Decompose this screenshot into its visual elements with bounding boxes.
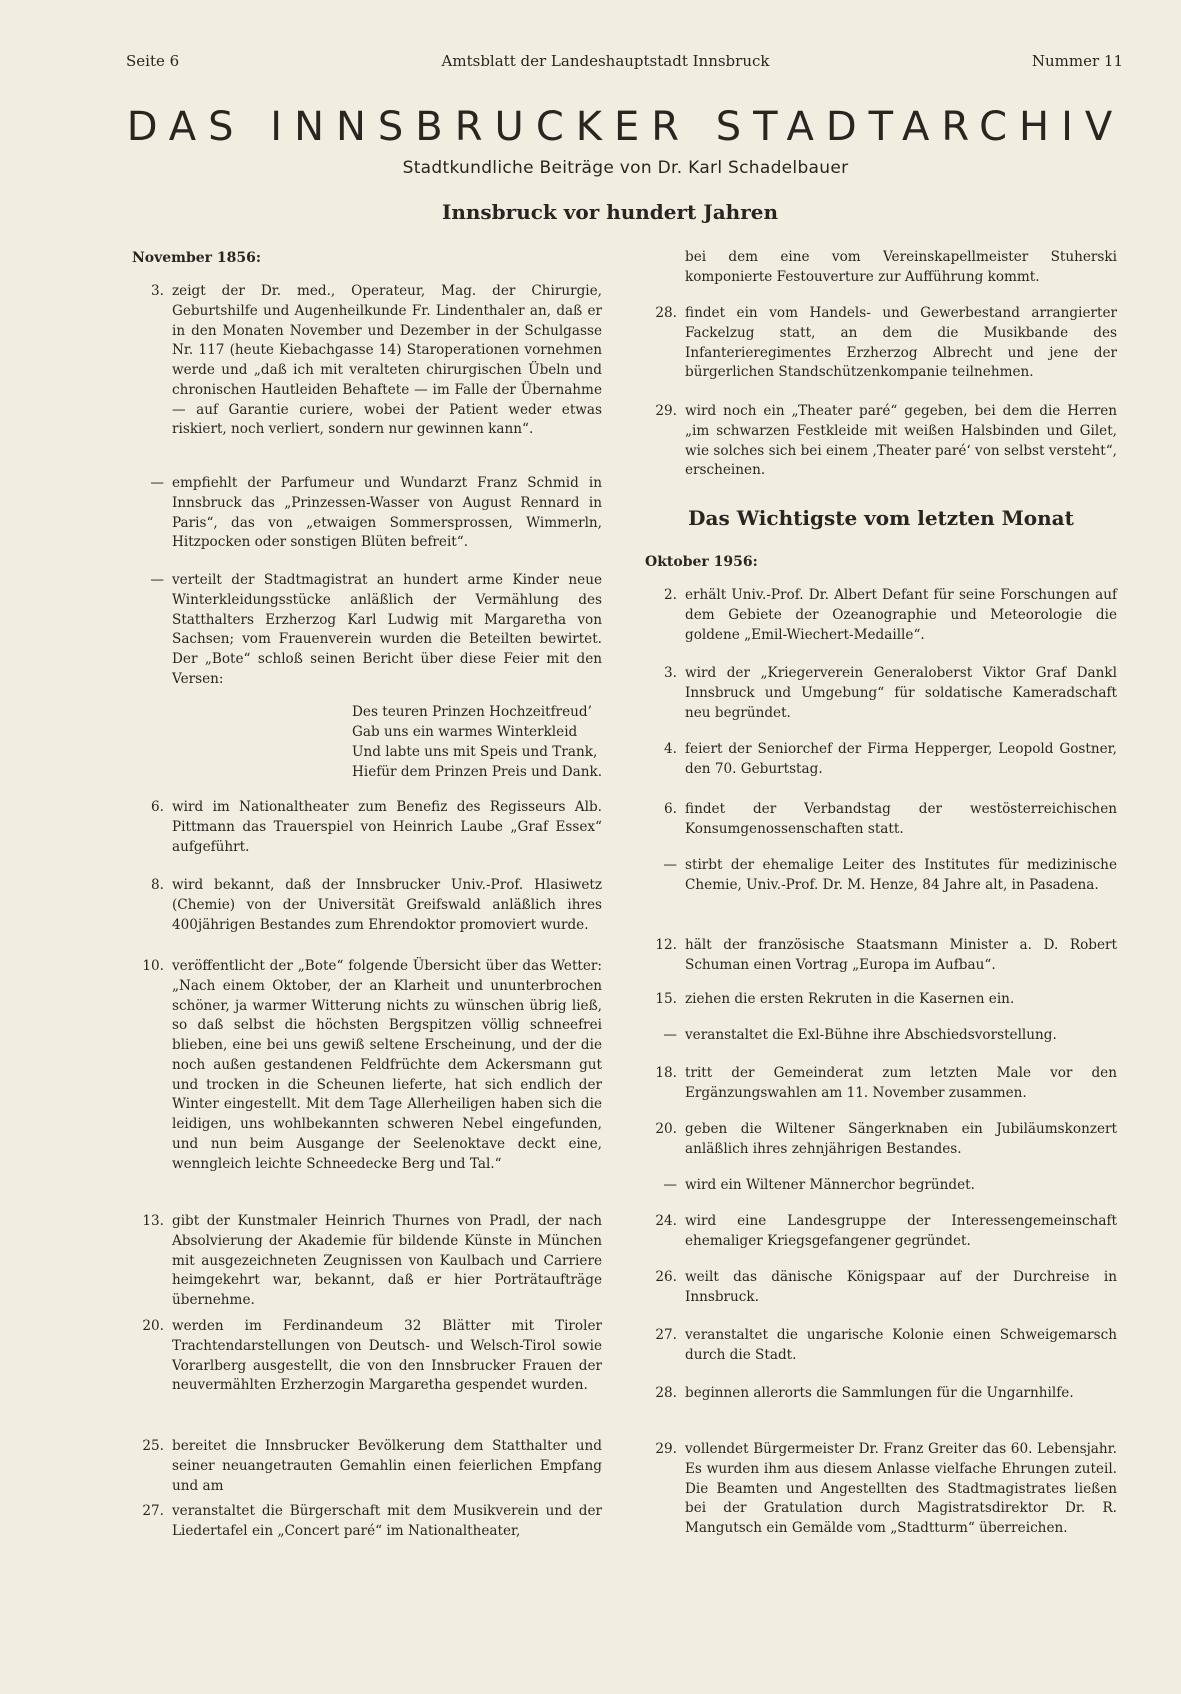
list-item: [645, 402, 1117, 481]
entry-text: wird ein Wiltener Männerchor begründet.: [685, 1177, 975, 1193]
list-item: [132, 876, 602, 935]
entry-day: 13.: [142, 1213, 164, 1229]
list-item: [645, 1212, 1117, 1252]
list-item: [645, 1384, 1117, 1404]
entry-text: feiert der Seniorchef der Firma Hepperger, Leopold Gostner, den 70. Geburtstag.: [685, 741, 1117, 777]
list-item: [645, 990, 1117, 1010]
entry-text: bei dem eine vom Vereinskapellmeister Stuherski komponierte Festouverture zur Aufführung kommt.: [685, 249, 1117, 285]
list-item: [132, 1212, 602, 1311]
list-item: [645, 1326, 1117, 1366]
list-item: [132, 798, 602, 857]
entry-text: gibt der Kunstmaler Heinrich Thurnes von Pradl, der nach Absolvierung der Akademie für bildende Künste in München mit ausgezeichneten Zeugnissen von Kaulbach und Carriere heimgekehrt war, bekannt, daß er hier Porträtaufträge übernehme.: [172, 1213, 602, 1309]
list-item: [132, 282, 602, 440]
entry-text: wird eine Landesgruppe der Interessengemeinschaft ehemaliger Kriegsgefangener gegründet.: [685, 1213, 1117, 1249]
entry-day: 29.: [655, 1441, 677, 1457]
entry-text: ziehen die ersten Rekruten in die Kasernen ein.: [685, 991, 1015, 1007]
entry-text: tritt der Gemeinderat zum letzten Male vor den Ergänzungswahlen am 11. November zusammen.: [685, 1065, 1117, 1101]
entry-day: 27.: [655, 1327, 677, 1343]
entry-day: 4.: [664, 741, 677, 757]
entry-text: weilt das dänische Königspaar auf der Durchreise in Innsbruck.: [685, 1269, 1117, 1305]
list-item: [645, 1026, 1117, 1046]
entry-day: 3.: [151, 283, 164, 299]
entry-day: 20.: [655, 1121, 677, 1137]
entry-text: stirbt der ehemalige Leiter des Institutes für medizinische Chemie, Univ.-Prof. Dr. M. Henze, 84 Jahre alt, in Pasadena.: [685, 857, 1117, 893]
entry-day: 12.: [655, 937, 677, 953]
entry-day: 26.: [655, 1269, 677, 1285]
section1-month: November 1856:: [132, 250, 262, 266]
section2-month: Oktober 1956:: [645, 554, 758, 570]
entry-text: veranstaltet die ungarische Kolonie einen Schweigemarsch durch die Stadt.: [685, 1327, 1117, 1363]
entry-text: veranstaltet die Bürgerschaft mit dem Musikverein und der Liedertafel ein „Concert paré“ im Nationaltheater,: [172, 1503, 602, 1539]
list-item: [645, 740, 1117, 780]
entry-day: 2.: [664, 587, 677, 603]
list-item: [132, 957, 602, 1174]
verse-line: Gab uns ein warmes Winterkleid: [352, 724, 578, 741]
list-item: [645, 1120, 1117, 1160]
entry-text: empfiehlt der Parfumeur und Wundarzt Franz Schmid in Innsbruck das „Prinzessen-Wasser von August Rennard in Paris“, das von „etwaigen Sommersprossen, Wimmerln, Hitzpocken oder sonstigen Blüten befreit“.: [172, 475, 602, 551]
list-item: [645, 304, 1117, 383]
entry-text: werden im Ferdinandeum 32 Blätter mit Tiroler Trachtendarstellungen von Deutsch- und Welsch-Tirol sowie Vorarlberg ausgestellt, die von den Innsbrucker Frauen der neuvermählten Erzherzogin Margaretha gespendet wurden.: [172, 1318, 602, 1394]
entry-day: —: [150, 475, 164, 491]
list-item: [132, 1502, 602, 1542]
page-title: DAS INNSBRUCKER STADTARCHIV: [126, 104, 1125, 150]
entry-text: hält der französische Staatsmann Minister a. D. Robert Schuman einen Vortrag „Europa im Aufbau“.: [685, 937, 1117, 973]
entry-day: —: [150, 572, 164, 588]
list-item: [132, 1437, 602, 1496]
entry-day: —: [663, 1177, 677, 1193]
entry-day: 3.: [664, 665, 677, 681]
publication-name: Amtsblatt der Landeshauptstadt Innsbruck: [441, 52, 770, 70]
entry-day: 6.: [664, 801, 677, 817]
verse-line: Hiefür dem Prinzen Preis und Dank.: [352, 764, 603, 781]
entry-text: verteilt der Stadtmagistrat an hundert arme Kinder neue Winterkleidungsstücke anläßlich der Vermählung des Statthalters Erzherzog Karl Ludwig mit Margaretha von Sachsen; vom Frauenverein wurden die Beteilten bewirtet. Der „Bote“ schloß seinen Bericht über diese Feier mit den Versen:: [172, 572, 602, 687]
entry-text: veranstaltet die Exl-Bühne ihre Abschiedsvorstellung.: [685, 1027, 1057, 1043]
list-item: [645, 586, 1117, 645]
list-item: [645, 1440, 1117, 1539]
verse-line: Des teuren Prinzen Hochzeitfreud’: [352, 704, 592, 720]
entry-text: zeigt der Dr. med., Operateur, Mag. der Chirurgie, Geburtshilfe und Augenheilkunde Fr. Lindenthaler an, daß er in den Monaten November und Dezember in der Schulgasse Nr. 117 (heute Kiebachgasse 14) Staroperationen vornehmen werde und „daß ich mit veralteten chirurgischen Übeln und chronischen Hautleiden Behaftete — im Falle der Übernahme — auf Garantie curiere, wobei der Patient weder etwas riskiert, noch verliert, sondern nur gewinnen kann“.: [172, 283, 602, 438]
list-item: [132, 474, 602, 553]
entry-text: bereitet die Innsbrucker Bevölkerung dem Statthalter und seiner neuangetrauten Gemahlin einen feierlichen Empfang und am: [172, 1438, 602, 1494]
entry-day: —: [663, 857, 677, 873]
page-header: [126, 52, 1123, 74]
issue-number: Nummer 11: [1031, 52, 1123, 70]
list-item: [645, 936, 1117, 976]
section2-heading: Das Wichtigste vom letzten Monat: [688, 506, 1074, 530]
entry-day: 20.: [142, 1318, 164, 1334]
entry-text: beginnen allerorts die Sammlungen für die Ungarnhilfe.: [685, 1385, 1074, 1401]
entry-day: 6.: [151, 799, 164, 815]
entry-text: wird bekannt, daß der Innsbrucker Univ.-Prof. Hlasiwetz (Chemie) von der Universität Greifswald anläßlich ihres 400jährigen Bestandes zum Ehrendoktor promoviert wurde.: [172, 877, 602, 933]
entry-text: wird der „Kriegerverein Generaloberst Viktor Graf Dankl Innsbruck und Umgebung“ für soldatische Kameradschaft neu begründet.: [685, 665, 1117, 721]
list-item: [132, 1317, 602, 1396]
entry-day: 29.: [655, 403, 677, 419]
entry-text: wird noch ein „Theater paré“ gegeben, bei dem die Herren „im schwarzen Festkleide mit weißen Halsbinden und Gilet, wie solches sich bei einem ‚Theater paré‘ von selbst versteht“, erscheinen.: [685, 403, 1117, 479]
section1-heading: Innsbruck vor hundert Jahren: [441, 200, 779, 224]
entry-day: —: [663, 1027, 677, 1043]
list-item: [645, 248, 1117, 288]
list-item: [132, 571, 602, 690]
entry-text: wird im Nationaltheater zum Benefiz des Regisseurs Alb. Pittmann das Trauerspiel von Heinrich Laube „Graf Essex“ aufgeführt.: [172, 799, 602, 855]
list-item: [645, 1064, 1117, 1104]
entry-day: 24.: [655, 1213, 677, 1229]
entry-day: 18.: [655, 1065, 677, 1081]
list-item: [645, 856, 1117, 896]
entry-day: 15.: [655, 991, 677, 1007]
entry-day: 8.: [151, 877, 164, 893]
entry-text: veröffentlicht der „Bote“ folgende Übersicht über das Wetter: „Nach einem Oktober, der an Klarheit und ununterbrochen schöner, ja warmer Witterung nichts zu wünschen übrig ließ, so daß selbst die höchsten Bergspitzen völlig schneefrei blieben, eine bei uns gewiß seltene Erscheinung, und der die noch außen gestandenen Feldfrüchte dem Ackersmann gut und trocken in die Scheunen lieferte, hat sich endlich der Winter eingestellt. Mit dem Tage Allerheiligen haben sich die leidigen, uns wohlbekannten schweren Nebel eingefunden, und nun beim Ausgange der Seelenoktave deckt eine, wenngleich leichte Schneedecke Berg und Tal.“: [172, 958, 602, 1172]
entry-day: 10.: [142, 958, 164, 974]
entry-text: findet der Verbandstag der westösterreichischen Konsumgenossenschaften statt.: [685, 801, 1117, 837]
entry-text: geben die Wiltener Sängerknaben ein Jubiläumskonzert anläßlich ihres zehnjährigen Bestandes.: [685, 1121, 1117, 1157]
list-item: [645, 664, 1117, 723]
list-item: [645, 1268, 1117, 1308]
entry-day: 28.: [655, 1385, 677, 1401]
list-item: [645, 1176, 1117, 1196]
page-subtitle: Stadtkundliche Beiträge von Dr. Karl Schadelbauer: [402, 158, 849, 178]
list-item: [645, 800, 1117, 840]
entry-day: 25.: [142, 1438, 164, 1454]
verse: [352, 702, 602, 782]
page-number: Seite 6: [126, 52, 180, 70]
verse-line: Und labte uns mit Speis und Trank,: [352, 744, 598, 761]
entry-day: 27.: [142, 1503, 164, 1519]
entry-day: 28.: [655, 305, 677, 321]
entry-text: erhält Univ.-Prof. Dr. Albert Defant für seine Forschungen auf dem Gebiete der Ozeanographie und Meteorologie die goldene „Emil-Wiechert-Medaille“.: [685, 587, 1117, 643]
entry-text: findet ein vom Handels- und Gewerbestand arrangierter Fackelzug statt, an dem die Musikbande des Infanterieregimentes Erzherzog Albrecht und jene der bürgerlichen Standschützenkompanie teilnehmen.: [685, 305, 1117, 381]
entry-text: vollendet Bürgermeister Dr. Franz Greiter das 60. Lebensjahr. Es wurden ihm aus diesem Anlasse vielfache Ehrungen zuteil. Die Beamten und Angestellten des Stadtmagistrates ließen bei der Gratulation durch Magistratsdirektor Dr. R. Mangutsch ein Gemälde vom „Stadtturm“ überreichen.: [685, 1441, 1117, 1537]
